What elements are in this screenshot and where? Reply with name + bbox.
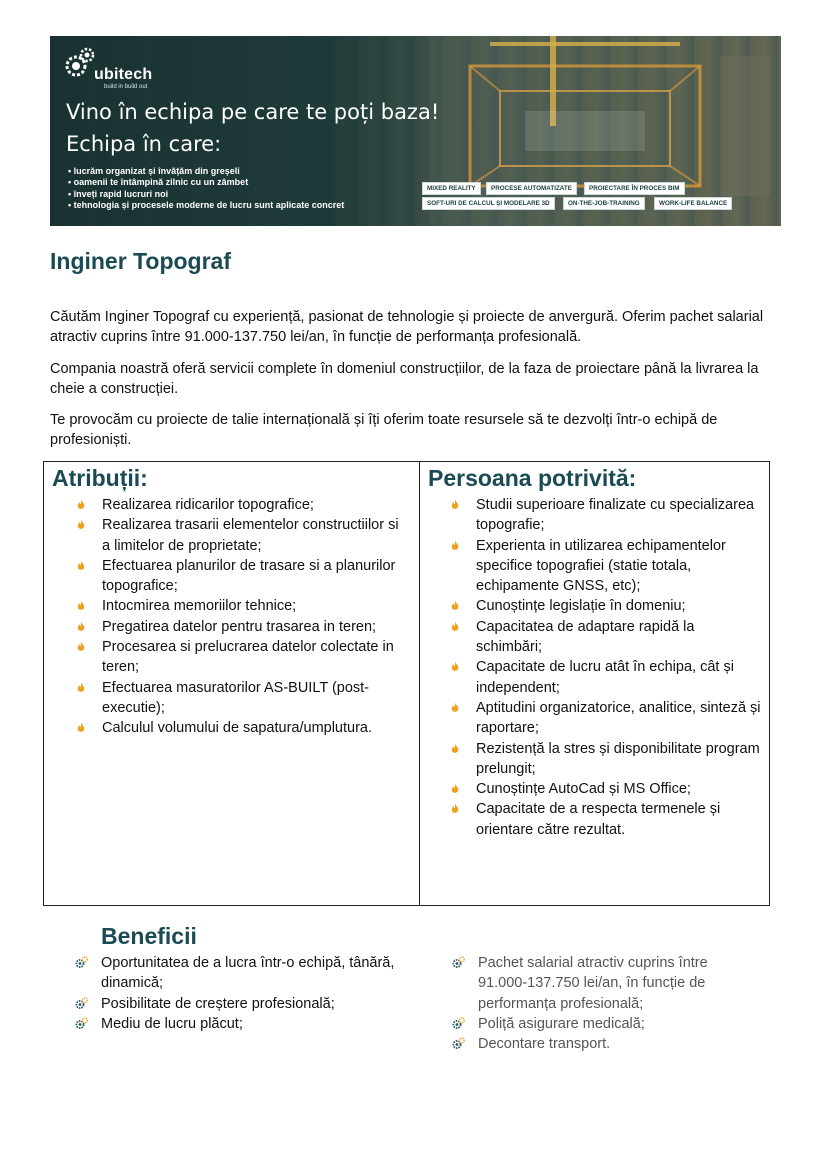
flame-bullet-icon	[450, 744, 460, 754]
list-item: Capacitatea de adaptare rapidă la schimbări;	[450, 617, 762, 658]
list-item: Aptitudini organizatorice, analitice, sinteză și raportare;	[450, 698, 762, 739]
list-item: Experienta in utilizarea echipamentelor specifice topografiei (statie totala, echipamente GNSS, etc);	[450, 536, 762, 597]
list-item: Realizarea trasarii elementelor constructiilor si a limitelor de proprietate;	[76, 515, 406, 556]
flame-bullet-icon	[76, 520, 86, 530]
flame-bullet-icon	[450, 622, 460, 632]
intro-paragraph: Căutăm Inginer Topograf cu experiență, pasionat de tehnologie și proiecte de anvergură. Oferim pachet salarial atractiv cuprins între 91.000-137.750 lei/an, în funcție de performanța profesională.	[50, 309, 764, 345]
gear-bullet-icon	[75, 1017, 88, 1030]
tag-on-the-job-training: ON-THE-JOB-TRAINING	[563, 197, 645, 210]
requirements-table	[43, 461, 770, 906]
gear-logo-icon	[64, 46, 98, 80]
tag-soft-uri-calcul: SOFT-URI DE CALCUL ȘI MODELARE 3D	[422, 197, 555, 210]
list-item: Studii superioare finalizate cu specializarea topografie;	[450, 495, 762, 536]
tag-work-life-balance: WORK-LIFE BALANCE	[654, 197, 732, 210]
flame-bullet-icon	[76, 561, 86, 571]
benefits-heading: Beneficii	[101, 923, 197, 949]
responsibilities-heading: Atribuții:	[52, 465, 148, 491]
flame-bullet-icon	[450, 804, 460, 814]
intro-paragraph: Compania noastră oferă servicii complete în domeniul construcțiilor, de la faza de proiectare până la livrarea la cheie a construcției.	[50, 361, 759, 397]
list-item: Intocmirea memoriilor tehnice;	[76, 596, 406, 616]
list-item: Pregatirea datelor pentru trasarea in teren;	[76, 617, 406, 637]
flame-bullet-icon	[450, 703, 460, 713]
logo-tagline: build in build out	[104, 84, 148, 90]
candidate-list	[450, 495, 762, 840]
list-item: Posibilitate de creștere profesională;	[75, 994, 435, 1014]
flame-bullet-icon	[450, 541, 460, 551]
benefits-list-right	[452, 953, 752, 1054]
candidate-column	[420, 462, 770, 905]
flame-bullet-icon	[450, 662, 460, 672]
gear-bullet-icon	[452, 956, 465, 969]
list-item: Pachet salarial atractiv cuprins între 91.000-137.750 lei/an, în funcție de performanța profesională;	[452, 953, 752, 1014]
company-logo	[64, 46, 154, 94]
banner-bullet: • lucrăm organizat și învățăm din greșeli	[68, 166, 344, 177]
banner-subline: Echipa în care:	[66, 132, 222, 156]
gear-bullet-icon	[75, 997, 88, 1010]
tag-mixed-reality: MIXED REALITY	[422, 182, 481, 195]
flame-bullet-icon	[76, 642, 86, 652]
benefits-list-left	[75, 953, 435, 1034]
responsibilities-list	[76, 495, 406, 739]
list-item: Oportunitatea de a lucra într-o echipă, tânără, dinamică;	[75, 953, 435, 994]
flame-bullet-icon	[76, 601, 86, 611]
list-item: Cunoștințe legislație în domeniu;	[450, 596, 762, 616]
responsibilities-column	[44, 462, 420, 905]
banner-headline: Vino în echipa pe care te poți baza!	[66, 100, 440, 124]
gear-bullet-icon	[452, 1037, 465, 1050]
flame-bullet-icon	[450, 601, 460, 611]
list-item: Poliță asigurare medicală;	[452, 1014, 752, 1034]
list-item: Cunoștințe AutoCad și MS Office;	[450, 779, 762, 799]
list-item: Efectuarea masuratorilor AS-BUILT (post-executie);	[76, 678, 406, 719]
job-title: Inginer Topograf	[50, 248, 232, 274]
tag-procese-automatizate: PROCESE AUTOMATIZATE	[486, 182, 577, 195]
hero-banner	[50, 36, 781, 226]
list-item: Rezistență la stres și disponibilitate program prelungit;	[450, 739, 762, 780]
list-item: Capacitate de lucru atât în echipa, cât și independent;	[450, 657, 762, 698]
banner-bullet-list	[68, 166, 344, 211]
banner-bullet: • înveți rapid lucruri noi	[68, 189, 344, 200]
flame-bullet-icon	[76, 683, 86, 693]
flame-bullet-icon	[76, 622, 86, 632]
list-item: Capacitate de a respecta termenele și orientare către rezultat.	[450, 799, 762, 840]
list-item: Realizarea ridicarilor topografice;	[76, 495, 406, 515]
banner-bullet: • tehnologia și procesele moderne de lucru sunt aplicate concret	[68, 200, 344, 211]
intro-paragraph: Te provocăm cu proiecte de talie internațională și îți oferim toate resursele să te dezvolți într-o echipă de profesioniști.	[50, 412, 718, 448]
flame-bullet-icon	[450, 784, 460, 794]
flame-bullet-icon	[76, 723, 86, 733]
gear-bullet-icon	[75, 956, 88, 969]
list-item: Calculul volumului de sapatura/umplutura.	[76, 718, 406, 738]
list-item: Efectuarea planurilor de trasare si a planurilor topografice;	[76, 556, 406, 597]
gear-bullet-icon	[452, 1017, 465, 1030]
list-item: Decontare transport.	[452, 1034, 752, 1054]
list-item: Procesarea si prelucrarea datelor colectate in teren;	[76, 637, 406, 678]
flame-bullet-icon	[450, 500, 460, 510]
flame-bullet-icon	[76, 500, 86, 510]
tag-proiectare-bim: PROIECTARE ÎN PROCES BIM	[584, 182, 685, 195]
logo-text: ubitech	[94, 66, 153, 83]
banner-bullet: • oamenii te întâmpină zilnic cu un zâmbet	[68, 177, 344, 188]
list-item: Mediu de lucru plăcut;	[75, 1014, 435, 1034]
candidate-heading: Persoana potrivită:	[428, 465, 637, 491]
